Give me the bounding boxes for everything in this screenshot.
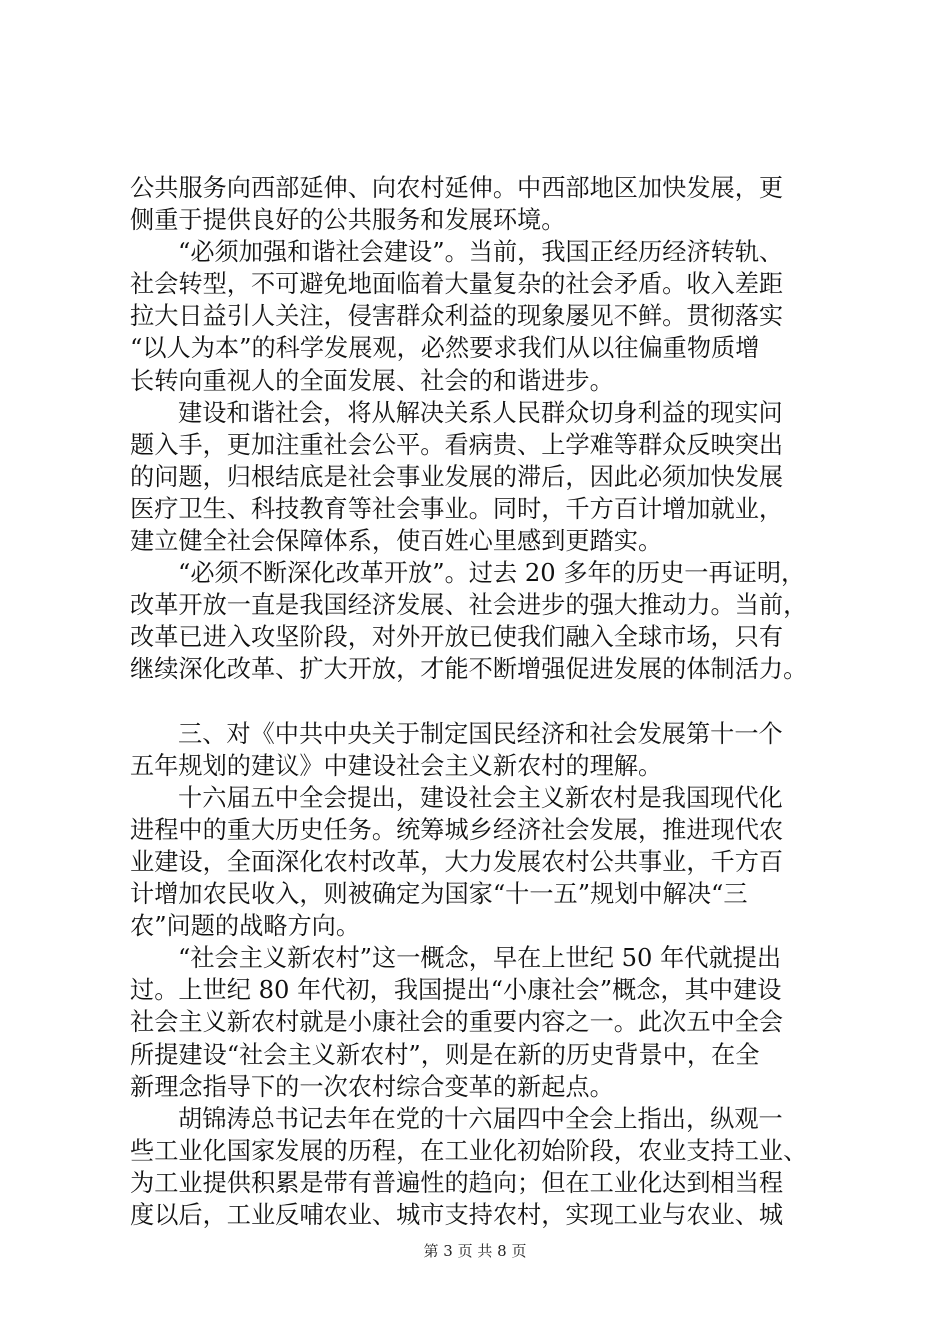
text-line: “必须加强和谐社会建设”。当前，我国正经历经济转轨、 bbox=[178, 238, 784, 267]
text-line: 拉大日益引人关注，侵害群众利益的现象屡见不鲜。贯彻落实 bbox=[130, 302, 784, 331]
text-line: 建设和谐社会，将从解决关系人民群众切身利益的现实问 bbox=[178, 398, 783, 427]
text-line: 胡锦涛总书记去年在党的十六届四中全会上指出，纵观一 bbox=[178, 1104, 783, 1133]
text-line: 农”问题的战略方向。 bbox=[130, 912, 361, 941]
page-footer: 第 3 页 共 8 页 bbox=[423, 1242, 527, 1260]
document-body bbox=[130, 172, 844, 1231]
paragraph-gap bbox=[130, 686, 844, 718]
text-line: 过。上世纪 80 年代初，我国提出“小康社会”概念，其中建设 bbox=[130, 976, 782, 1005]
text-line: 三、对《中共中央关于制定国民经济和社会发展第十一个 bbox=[178, 719, 783, 748]
text-line: 改革开放一直是我国经济发展、社会进步的强大推动力。当前， bbox=[130, 591, 808, 620]
text-line: “社会主义新农村”这一概念，早在上世纪 50 年代就提出 bbox=[178, 944, 782, 973]
text-line: 计增加农民收入，则被确定为国家“十一五”规划中解决“三 bbox=[130, 880, 748, 909]
text-line: 继续深化改革、扩大开放，才能不断增强促进发展的体制活力。 bbox=[130, 655, 808, 684]
text-line: 十六届五中全会提出，建设社会主义新农村是我国现代化 bbox=[178, 783, 783, 812]
text-line: 些工业化国家发展的历程，在工业化初始阶段，农业支持工业、 bbox=[130, 1136, 808, 1165]
text-line: 所提建设“社会主义新农村”，则是在新的历史背景中，在全 bbox=[130, 1040, 760, 1069]
text-line: 为工业提供积累是带有普遍性的趋向；但在工业化达到相当程 bbox=[130, 1168, 784, 1197]
text-line: 公共服务向西部延伸、向农村延伸。中西部地区加快发展，更 bbox=[130, 174, 784, 202]
text-line: “必须不断深化改革开放”。过去 20 多年的历史一再证明， bbox=[178, 559, 806, 588]
text-line: 度以后，工业反哺农业、城市支持农村，实现工业与农业、城 bbox=[130, 1201, 784, 1229]
text-line: 社会转型，不可避免地面临着大量复杂的社会矛盾。收入差距 bbox=[130, 270, 784, 299]
text-line: 侧重于提供良好的公共服务和发展环境。 bbox=[130, 206, 566, 235]
text-line: 进程中的重大历史任务。统筹城乡经济社会发展，推进现代农 bbox=[130, 815, 784, 844]
text-line: 五年规划的建议》中建设社会主义新农村的理解。 bbox=[130, 751, 663, 780]
text-line: 改革已进入攻坚阶段，对外开放已使我们融入全球市场，只有 bbox=[130, 623, 784, 652]
text-line: 业建设，全面深化农村改革，大力发展农村公共事业，千方百 bbox=[130, 847, 784, 876]
text-line: “以人为本”的科学发展观，必然要求我们从以往偏重物质增 bbox=[130, 334, 760, 363]
text-line: 建立健全社会保障体系，使百姓心里感到更踏实。 bbox=[130, 527, 663, 556]
text-line: 医疗卫生、科技教育等社会事业。同时，千方百计增加就业， bbox=[130, 494, 784, 523]
text-line: 新理念指导下的一次农村综合变革的新起点。 bbox=[130, 1072, 614, 1101]
text-line: 的问题，归根结底是社会事业发展的滞后，因此必须加快发展 bbox=[130, 462, 784, 491]
text-line: 题入手，更加注重社会公平。看病贵、上学难等群众反映突出 bbox=[130, 430, 784, 459]
text-line: 长转向重视人的全面发展、社会的和谐进步。 bbox=[130, 366, 614, 395]
text-line: 社会主义新农村就是小康社会的重要内容之一。此次五中全会 bbox=[130, 1008, 784, 1037]
